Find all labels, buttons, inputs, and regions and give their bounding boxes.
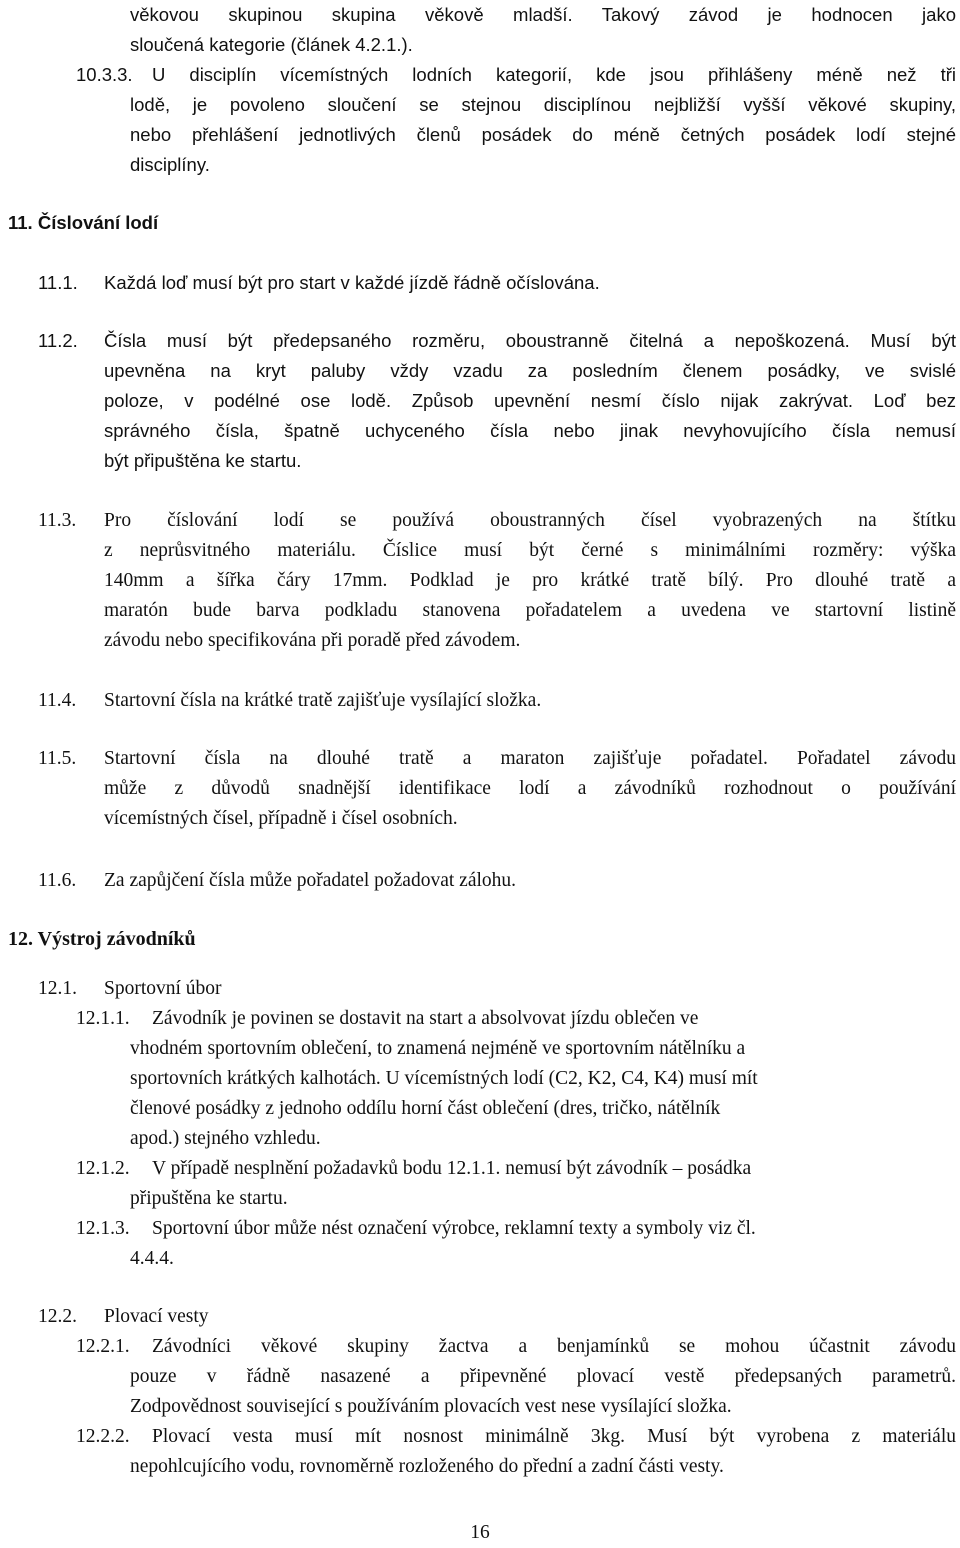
text-line: správného čísla, špatně uchyceného čísla nebo jinak nevyhovujícího čísla nemusí	[104, 420, 956, 441]
text-line: Čísla musí být předepsaného rozměru, oboustranně čitelná a nepoškozená. Musí být	[104, 330, 956, 351]
text-line: může z důvodů snadnější identifikace lodí a závodníků rozhodnout o používání	[104, 778, 956, 799]
text-line: poloze, v podélné ose lodě. Způsob upevnění nesmí číslo nijak zakrývat. Loď bez	[104, 390, 956, 411]
text-line: Závodníci věkové skupiny žactva a benjamínků se mohou účastnit závodu	[152, 1336, 956, 1357]
text-line: členové posádky z jednoho oddílu horní část oblečení (dres, tričko, nátělník	[130, 1098, 721, 1119]
text-line: Závodník je povinen se dostavit na start a absolvovat jízdu oblečen ve	[152, 1008, 699, 1029]
subsection-title: Plovací vesty	[104, 1306, 209, 1327]
text-line: z neprůsvitného materiálu. Číslice musí být černé s minimálními rozměry: výška	[104, 540, 956, 561]
clause-number: 12.1.1.	[76, 1008, 130, 1029]
text-line: sportovních krátkých kalhotách. U vícemístných lodí (C2, K2, C4, K4) musí mít	[130, 1068, 758, 1089]
text-line: U disciplín vícemístných lodních kategorií, kde jsou přihlášeny méně než tři	[152, 64, 956, 85]
text-line: apod.) stejného vzhledu.	[130, 1128, 321, 1149]
text-line: 4.4.4.	[130, 1248, 174, 1269]
clause-number: 12.1.3.	[76, 1218, 130, 1239]
text-line: lodě, je povoleno sloučení se stejnou disciplínou nejbližší vyšší věkové skupiny,	[130, 94, 956, 115]
text-line: věkovou skupinou skupina věkově mladší. Takový závod je hodnocen jako	[130, 4, 956, 25]
text-line: připuštěna ke startu.	[130, 1188, 288, 1209]
text-line: Sportovní úbor může nést označení výrobce, reklamní texty a symboly viz čl.	[152, 1218, 756, 1239]
clause-number: 12.2.2.	[76, 1426, 130, 1447]
text-line: disciplíny.	[130, 154, 210, 175]
text-line: Startovní čísla na krátké tratě zajišťuje vysílající složka.	[104, 690, 542, 711]
text-line: Plovací vesta musí mít nosnost minimálně 3kg. Musí být vyrobena z materiálu	[152, 1426, 956, 1447]
text-line: Každá loď musí být pro start v každé jízdě řádně očíslována.	[104, 272, 600, 293]
text-line: být připuštěna ke startu.	[104, 450, 302, 471]
clause-number: 11.6.	[38, 870, 77, 891]
text-line: Zodpovědnost související s používáním plovacích vest nese vysílající složka.	[130, 1396, 732, 1417]
text-line: maratón bude barva podkladu stanovena pořadatelem a uvedena ve startovní listině	[104, 600, 956, 621]
text-line: pouze v řádně nasazené a připevněné plovací vestě předepsaných parametrů.	[130, 1366, 956, 1387]
section-heading: 12. Výstroj závodníků	[8, 928, 196, 950]
text-line: závodu nebo specifikována při poradě před závodem.	[104, 630, 521, 651]
text-line: nepohlcujícího vodu, rovnoměrně rozloženého do přední a zadní části vesty.	[130, 1456, 724, 1477]
clause-number: 11.3.	[38, 510, 77, 531]
clause-number: 12.1.2.	[76, 1158, 130, 1179]
clause-number: 11.4.	[38, 690, 77, 711]
clause-number: 11.2.	[38, 330, 78, 351]
text-line: sloučená kategorie (článek 4.2.1.).	[130, 34, 413, 55]
text-line: Pro číslování lodí se používá oboustranných čísel vyobrazených na štítku	[104, 510, 956, 531]
section-heading: 11. Číslování lodí	[8, 212, 159, 233]
subsection-title: Sportovní úbor	[104, 978, 222, 999]
text-line: vícemístných čísel, případně i čísel osobních.	[104, 808, 458, 829]
text-line: 140mm a šířka čáry 17mm. Podklad je pro krátké tratě bílý. Pro dlouhé tratě a	[104, 570, 956, 591]
page-number: 16	[470, 1522, 490, 1543]
clause-number: 11.1.	[38, 272, 78, 293]
clause-number: 12.2.1.	[76, 1336, 130, 1357]
text-line: upevněna na kryt paluby vždy vzadu za posledním členem posádky, ve svislé	[104, 360, 956, 381]
text-line: V případě nesplnění požadavků bodu 12.1.1. nemusí být závodník – posádka	[152, 1158, 752, 1179]
clause-number: 11.5.	[38, 748, 77, 769]
text-line: Za zapůjčení čísla může pořadatel požadovat zálohu.	[104, 870, 517, 891]
clause-number: 12.2.	[38, 1306, 77, 1327]
clause-number: 12.1.	[38, 978, 77, 999]
text-line: nebo přehlášení jednotlivých členů posádek do méně četných posádek lodí stejné	[130, 124, 956, 145]
text-line: Startovní čísla na dlouhé tratě a maraton zajišťuje pořadatel. Pořadatel závodu	[104, 748, 956, 769]
text-line: vhodném sportovním oblečení, to znamená nejméně ve sportovním nátělníku a	[130, 1038, 746, 1059]
clause-number: 10.3.3.	[76, 64, 133, 85]
